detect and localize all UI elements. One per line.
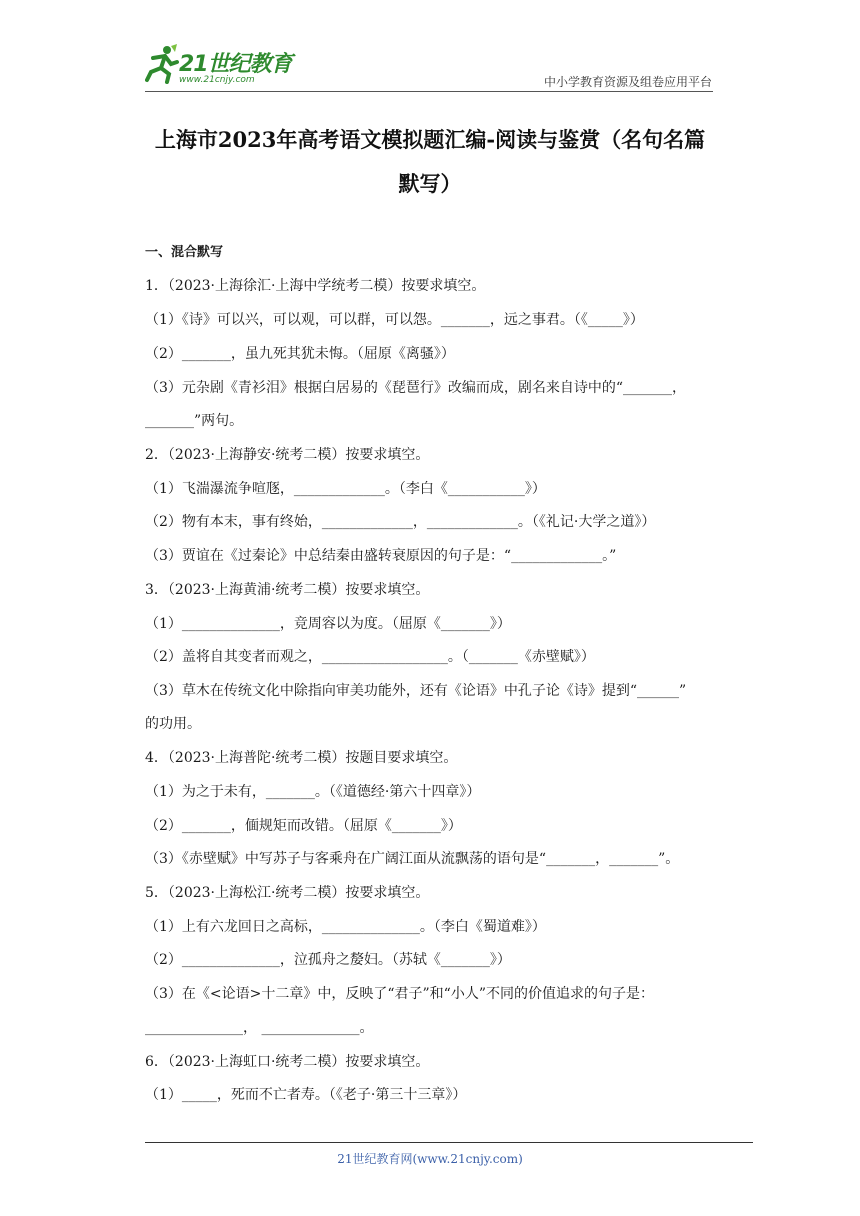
question-3-item-3-cont: 的功用。 xyxy=(145,716,201,732)
question-6-stem: 6．（2023·上海虹口·统考二模）按要求填空。 xyxy=(145,1054,430,1070)
question-3-item-3: （3）草木在传统文化中除指向审美功能外，还有《论语》中孔子论《诗》提到“______” xyxy=(145,683,687,699)
question-2-stem: 2．（2023·上海静安·统考二模）按要求填空。 xyxy=(145,447,430,463)
question-5-item-2: （2）______________，泣孤舟之嫠妇。（苏轼《_______》） xyxy=(145,952,511,968)
question-4-stem: 4．（2023·上海普陀·统考二模）按题目要求填空。 xyxy=(145,750,458,766)
page-header xyxy=(0,0,860,100)
logo-text: 21世纪教育 xyxy=(179,52,292,77)
header-divider xyxy=(145,91,713,92)
question-5-stem: 5．（2023·上海松江·统考二模）按要求填空。 xyxy=(145,885,430,901)
question-5-item-3-cont: ______________， ______________。 xyxy=(145,1020,374,1036)
question-1-stem: 1．（2023·上海徐汇·上海中学统考二模）按要求填空。 xyxy=(145,278,486,294)
question-1-item-1: （1）《诗》可以兴，可以观，可以群，可以怨。_______，远之事君。（《_____》） xyxy=(145,312,644,328)
question-2-item-2: （2）物有本末，事有终始，_____________，_____________。（《礼记·大学之道》） xyxy=(145,514,656,530)
section-heading: 一、混合默写 xyxy=(145,245,224,260)
question-3-item-1: （1）______________，竞周容以为度。（屈原《_______》） xyxy=(145,616,511,632)
question-3-item-2: （2）盖将自其变者而观之，__________________。（_______《赤壁赋》） xyxy=(145,649,595,665)
site-logo[interactable] xyxy=(145,42,315,92)
question-4-item-1: （1）为之于未有，_______。（《道德经·第六十四章》） xyxy=(145,784,481,800)
footer-link[interactable]: 21世纪教育网(www.21cnjy.com) xyxy=(337,1152,523,1166)
question-2-item-3: （3）贾谊在《过秦论》中总结秦由盛转衰原因的句子是：“_____________。” xyxy=(145,548,617,564)
question-2-item-1: （1）飞湍瀑流争喧豗，_____________。（李白《___________》） xyxy=(145,481,546,497)
question-5-item-3: （3）在《<论语>十二章》中，反映了“君子”和“小人”不同的价值追求的句子是： xyxy=(145,986,654,1002)
question-4-item-3: （3）《赤壁赋》中写苏子与客乘舟在广阔江面从流飘荡的语句是“_______，_______”。 xyxy=(145,851,680,867)
question-6-item-1: （1）_____，死而不亡者寿。（《老子·第三十三章》） xyxy=(145,1087,467,1103)
question-5-item-1: （1）上有六龙回日之高标，______________。（李白《蜀道难》） xyxy=(145,919,546,935)
platform-label: 中小学教育资源及组卷应用平台 xyxy=(543,75,712,89)
question-1-item-3: （3）元杂剧《青衫泪》根据白居易的《琵琶行》改编而成，剧名来自诗中的“_______， xyxy=(145,380,687,396)
runner-logo-icon xyxy=(145,44,179,84)
document-title: 上海市2023年高考语文模拟题汇编-阅读与鉴赏（名句名篇默写） xyxy=(154,127,706,196)
question-1-item-2: （2）_______，虽九死其犹未悔。（屈原《离骚》） xyxy=(145,346,455,362)
question-3-stem: 3．（2023·上海黄浦·统考二模）按要求填空。 xyxy=(145,582,430,598)
footer-divider xyxy=(145,1142,753,1143)
question-1-item-3-cont: _______”两句。 xyxy=(145,413,244,429)
logo-url: www.21cnjy.com xyxy=(179,75,255,85)
question-4-item-2: （2）_______，偭规矩而改错。（屈原《_______》） xyxy=(145,818,462,834)
